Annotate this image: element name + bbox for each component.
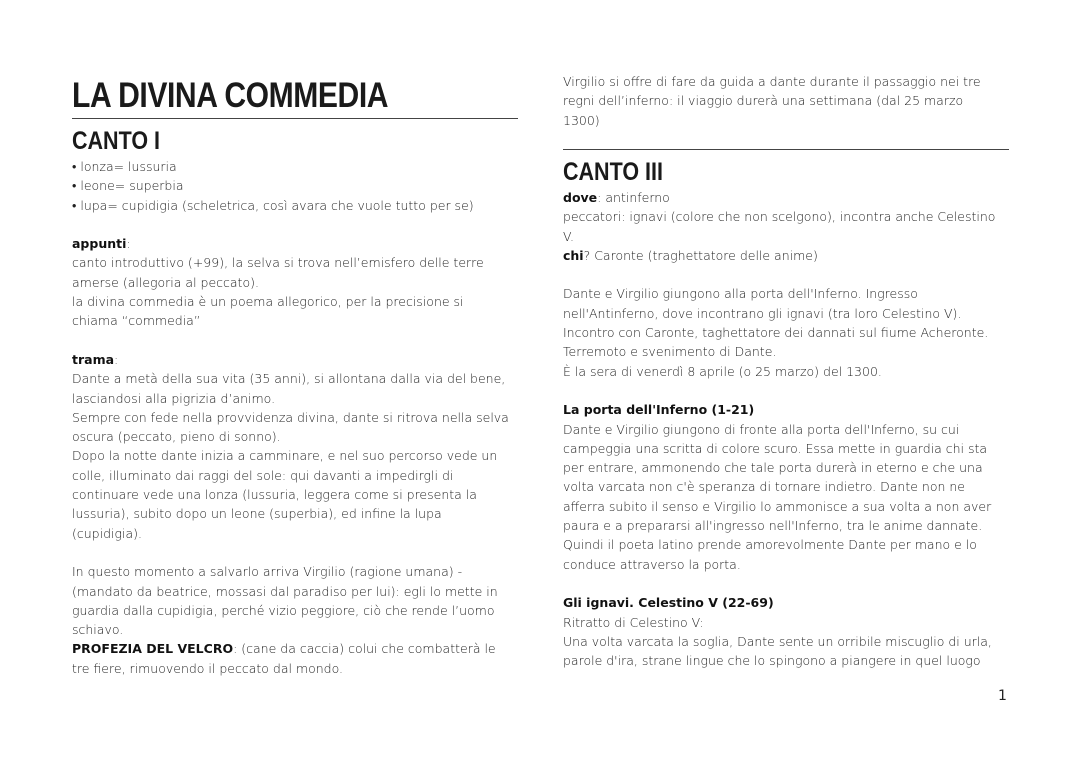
- bullet-item: • lupa= cupidigia (scheletrica, così avara che vuole tutto per se): [72, 197, 474, 213]
- document-title: LA DIVINA COMMEDIA: [72, 76, 389, 115]
- page-number: 1: [998, 688, 1007, 704]
- bullet-item: • lonza= lussuria: [72, 159, 177, 174]
- canto-3-body: [563, 188, 1013, 670]
- text-line: afferra subito il senso e Virgilio lo ammonisce a sua volta a non aver: [563, 498, 992, 514]
- text-line: tre fiere, rimuovendo il peccato dal mondo.: [72, 660, 344, 676]
- text-line: parole d'ira, strane lingue che lo spingono a piangere in quel luogo: [563, 653, 981, 669]
- text-line: Quindi il poeta latino prende amorevolmente Dante per mano e lo: [563, 537, 977, 553]
- text-line: In questo momento a salvarlo arriva Virgilio (ragione umana) -: [72, 564, 463, 580]
- title-divider: [72, 118, 518, 119]
- text-line: Dante e Virgilio giungono alla porta dell'Inferno. Ingresso: [563, 286, 918, 302]
- section-divider: [563, 149, 1009, 150]
- text-line: Incontro con Caronte, taghettatore dei dannati sul fiume Acheronte.: [563, 325, 989, 341]
- text-line: 1300): [563, 112, 600, 128]
- text-line: canto introduttivo (+99), la selva si trova nell’emisfero delle terre: [72, 255, 484, 271]
- trama-label-line: trama:: [72, 351, 119, 367]
- text-line: continuare vede una lonza (lussuria, leggera come si presenta la: [72, 487, 477, 503]
- profezia-label: PROFEZIA DEL VELCRO: [72, 641, 234, 657]
- canto-3-heading: CANTO III: [563, 158, 663, 186]
- profezia-line: PROFEZIA DEL VELCRO: (cane da caccia) colui che combatterà le: [72, 641, 496, 657]
- text-line: (mandato da beatrice, mossasi dal paradiso per lui): egli lo mette in: [72, 583, 498, 599]
- text-line: regni dell’inferno: il viaggio durerà una settimana (dal 25 marzo: [563, 93, 964, 109]
- text-line: Virgilio si offre di fare da guida a dante durante il passaggio nei tre: [563, 74, 981, 89]
- text-line: peccatori: ignavi (colore che non scelgono), incontra anche Celestino: [563, 209, 996, 225]
- appunti-label-line: appunti:: [72, 236, 131, 252]
- text-line: amerse (allegoria al peccato).: [72, 274, 259, 290]
- text-line: Terremoto e svenimento di Dante.: [563, 344, 777, 360]
- text-line: colle, illuminato dai raggi del sole: qui davanti a impedirgli di: [72, 467, 454, 483]
- text-line: Dopo la notte dante inizia a camminare, e nel suo percorso vede un: [72, 448, 498, 464]
- intro-paragraph: [563, 72, 1013, 130]
- chi-label: chi: [563, 247, 584, 263]
- text-line: schiavo.: [72, 622, 124, 638]
- text-line: nell'Antinferno, dove incontrano gli ignavi (tra loro Celestino V).: [563, 305, 962, 321]
- dove-label: dove: [563, 190, 598, 205]
- text-line: la divina commedia è un poema allegorico, per la precisione si: [72, 294, 464, 310]
- text-line: Una volta varcata la soglia, Dante sente un orribile miscuglio di urla,: [563, 633, 992, 649]
- ignavi-heading: Gli ignavi. Celestino V (22-69): [563, 595, 774, 611]
- text-line: Sempre con fede nella provvidenza divina, dante si ritrova nella selva: [72, 409, 509, 425]
- canto-1-body: [72, 157, 522, 678]
- canto-1-heading: CANTO I: [72, 127, 161, 155]
- text-line: V.: [563, 228, 574, 244]
- chi-line: chi? Caronte (traghettatore delle anime): [563, 247, 818, 263]
- text-line: paura e a prepararsi all'ingresso nell'Inferno, tra le anime dannate.: [563, 518, 983, 534]
- porta-heading: La porta dell'Inferno (1-21): [563, 402, 755, 418]
- text-line: volta varcata non c'è speranza di tornare indietro. Dante non ne: [563, 479, 965, 495]
- text-line: guardia dalla cupidigia, perché vizio peggiore, ciò che rende l’uomo: [72, 602, 495, 618]
- text-line: (cupidigia).: [72, 525, 142, 541]
- bullet-item: • leone= superbia: [72, 178, 184, 194]
- text-line: campeggia una scritta di colore scuro. Essa mette in guardia chi sta: [563, 440, 988, 456]
- text-line: per entrare, ammonendo che tale porta durerà in eterno e che una: [563, 460, 983, 476]
- text-line: Dante a metà della sua vita (35 anni), si allontana dalla via del bene,: [72, 371, 506, 387]
- text-line: conduce attraverso la porta.: [563, 556, 741, 572]
- appunti-label: appunti: [72, 236, 127, 252]
- text-line: oscura (peccato, pieno di sonno).: [72, 429, 281, 445]
- text-line: lasciandosi alla pigrizia d’animo.: [72, 390, 276, 406]
- text-line: Ritratto di Celestino V:: [563, 614, 704, 630]
- text-line: chiama “commedia”: [72, 313, 201, 329]
- text-line: lussuria), subito dopo un leone (superbia), ed infine la lupa: [72, 506, 442, 522]
- text-line: È la sera di venerdì 8 aprile (o 25 marzo) del 1300.: [563, 363, 882, 379]
- text-line: Dante e Virgilio giungono di fronte alla porta dell'Inferno, su cui: [563, 421, 960, 437]
- dove-line: dove: antinferno: [563, 190, 670, 205]
- trama-label: trama: [72, 351, 115, 367]
